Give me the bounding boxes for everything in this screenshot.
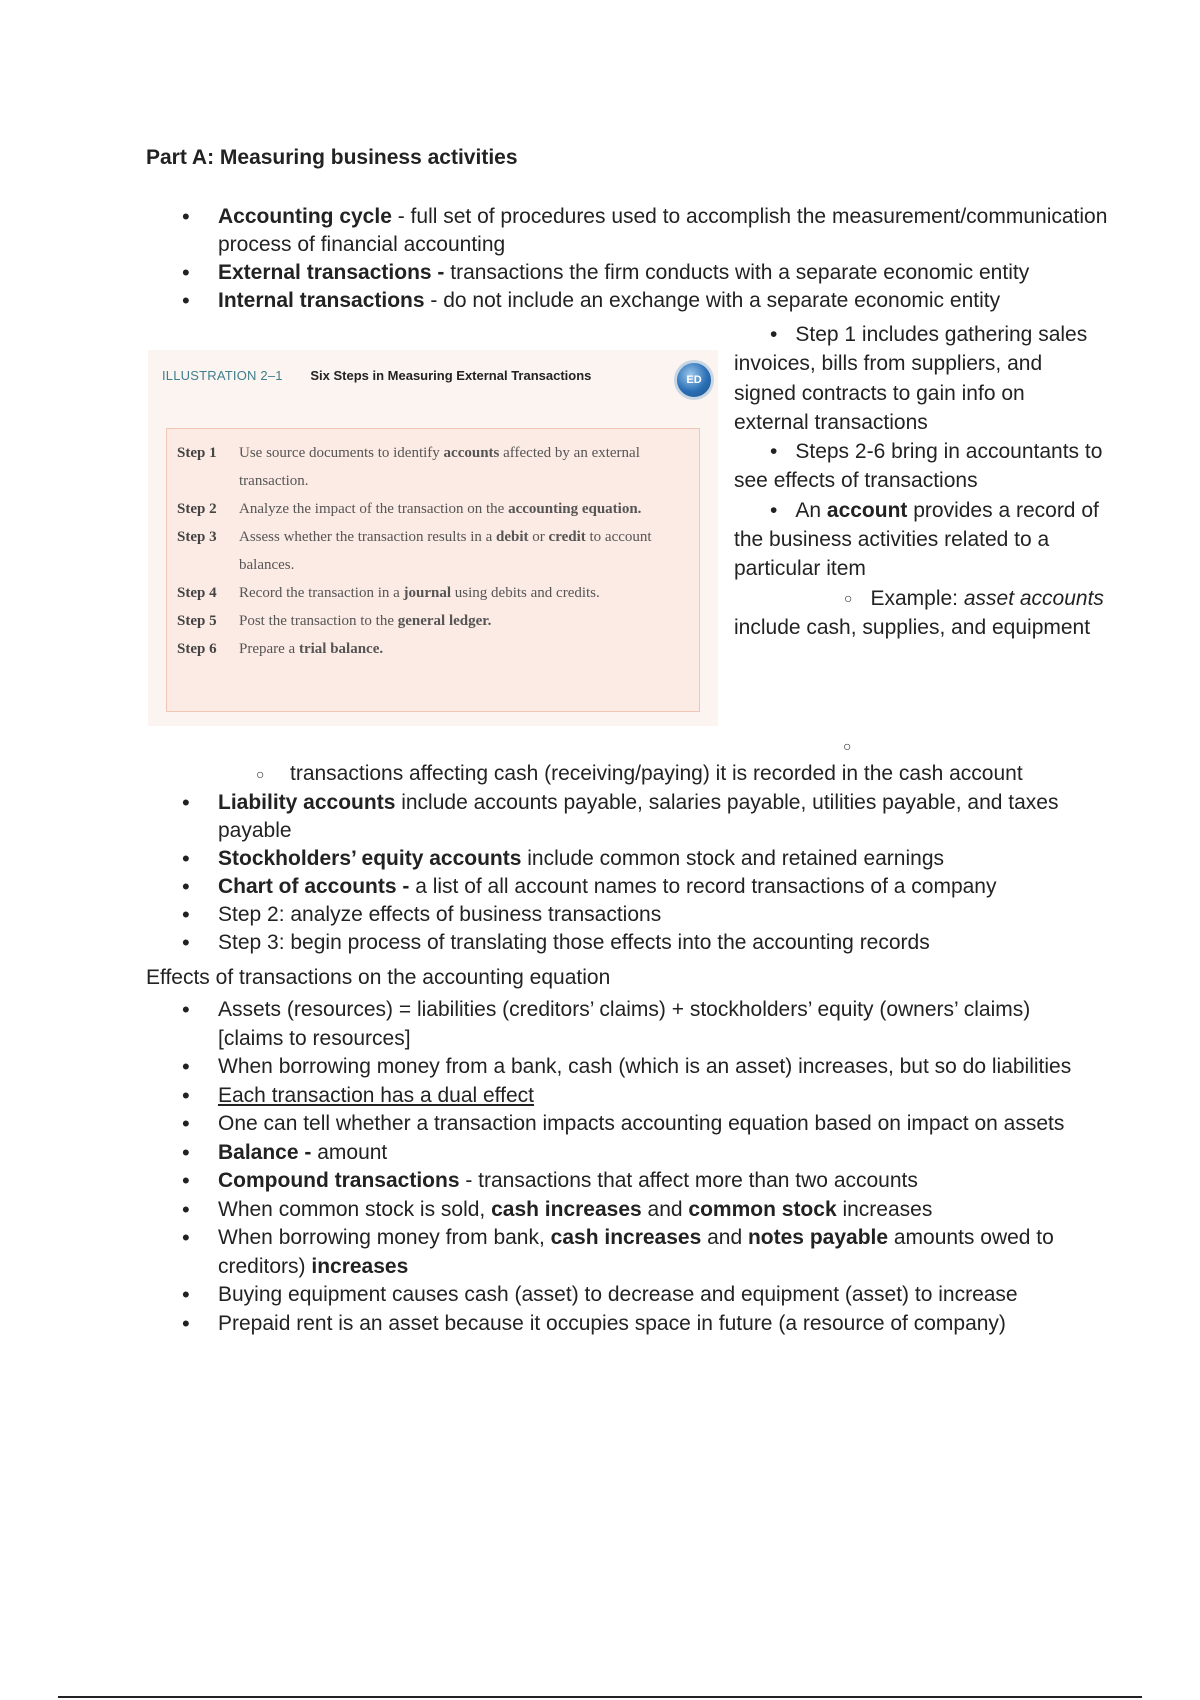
text-segment: trial balance.: [298, 641, 384, 657]
text-segment: increases: [836, 1197, 933, 1221]
text-segment: cash increases: [550, 1226, 702, 1249]
text-segment: Step 1 includes gathering sales invoices, bills from suppliers, and signed contracts to gain info on external transactions: [734, 323, 1088, 434]
list-item: [182, 1281, 1098, 1310]
bullet-marker: •: [182, 1168, 190, 1193]
bullet-marker: •: [182, 260, 190, 285]
text-segment: include common stock and retained earnings: [521, 847, 944, 870]
accounts-list: [182, 789, 1098, 957]
text-segment: Internal transactions: [218, 289, 425, 312]
step-text: [239, 579, 691, 607]
text-segment: a list of all account names to record transactions of a company: [415, 875, 997, 898]
bullet-marker: •: [770, 498, 778, 522]
list-item: [182, 929, 1098, 957]
bullet-marker: •: [182, 1196, 190, 1222]
text-segment: notes payable: [747, 1226, 889, 1249]
text-segment: or: [528, 529, 549, 545]
list-item: [182, 1053, 1098, 1082]
text-segment: include cash, supplies, and equipment: [734, 615, 1091, 639]
text-segment: Prepaid rent is an asset because it occupies space in future (a resource of company): [218, 1311, 1006, 1335]
text-segment: provides a record of the business activities related to a particular item: [734, 498, 1099, 581]
empty-sub-bullet: ○: [843, 738, 852, 754]
text-segment: Buying equipment causes cash (asset) to decrease and equipment (asset) to increase: [218, 1283, 1018, 1306]
text-segment: - transactions that affect more than two accounts: [459, 1169, 918, 1192]
text-segment: affected by an external transaction.: [239, 445, 640, 489]
bullet-marker: •: [770, 440, 778, 464]
effects-list: [182, 996, 1098, 1338]
list-item: [182, 901, 1098, 929]
ebook-badge-icon: ED: [674, 360, 714, 400]
text-segment: - do not include an exchange with a separate economic entity: [424, 289, 1001, 312]
text-segment: amounts owed to creditors): [218, 1226, 1054, 1278]
bullet-marker: •: [182, 997, 190, 1022]
list-item: [182, 845, 1098, 873]
bullet-marker: ○: [844, 589, 853, 606]
text-segment: Step 3: begin process of translating those effects into the accounting records: [218, 931, 930, 954]
text-segment: include accounts payable, salaries payable, utilities payable, and taxes payable: [218, 791, 1059, 842]
bullet-marker: •: [182, 1082, 190, 1108]
step-label: Step 2: [177, 501, 217, 517]
bullet-marker: •: [770, 323, 778, 346]
text-segment: Prepare a: [239, 641, 299, 657]
text-segment: Chart of accounts -: [218, 875, 416, 898]
step-row: [177, 607, 691, 635]
step-label: Step 6: [177, 641, 217, 657]
definitions-list: [182, 203, 1118, 315]
page-heading: Part A: Measuring business activities: [146, 146, 518, 169]
text-segment: Steps 2-6 bring in accountants to see effects of transactions: [734, 440, 1103, 493]
list-item: [182, 259, 1118, 287]
text-segment: increases: [311, 1254, 409, 1278]
text-segment: and: [701, 1226, 748, 1249]
list-item: [182, 789, 1098, 845]
list-item: [182, 1224, 1098, 1281]
step-row: [177, 523, 691, 579]
illustration-title: Six Steps in Measuring External Transactions: [310, 368, 592, 383]
text-segment: Assets (resources) = liabilities (creditors’ claims) + stockholders’ equity (owners’ claims) [claims to resources]: [218, 998, 1031, 1050]
text-segment: credit: [548, 529, 586, 545]
side-note: [734, 320, 1104, 437]
text-segment: Each transaction has a dual effect: [218, 1083, 534, 1107]
step-row: [177, 495, 691, 523]
bullet-marker: •: [182, 1054, 190, 1079]
side-notes: [734, 320, 1104, 642]
text-segment: to account balances.: [239, 529, 652, 573]
text-segment: Post the transaction to the: [239, 613, 398, 629]
text-segment: account: [826, 498, 908, 522]
text-segment: accounts: [443, 445, 500, 461]
text-segment: and: [641, 1197, 689, 1221]
illustration-number: ILLUSTRATION 2–1: [162, 368, 283, 383]
text-segment: Balance -: [218, 1140, 318, 1164]
list-item: [182, 1310, 1098, 1339]
text-segment: Compound transactions: [218, 1169, 460, 1192]
text-segment: general ledger.: [397, 613, 492, 629]
list-item: [182, 1082, 1098, 1111]
list-item: [182, 1110, 1098, 1139]
step-label: Step 1: [177, 445, 217, 461]
bullet-marker: •: [182, 790, 190, 815]
text-segment: amount: [317, 1140, 388, 1164]
list-item: [182, 1167, 1098, 1196]
bullet-marker: •: [182, 1282, 190, 1307]
illustration-header: [162, 368, 702, 398]
text-segment: using debits and credits.: [451, 585, 600, 601]
text-segment: debit: [496, 529, 529, 545]
side-note: [734, 584, 1104, 643]
text-segment: - full set of procedures used to accomplish the measurement/communication process of financial accounting: [218, 205, 1108, 256]
step-label: Step 4: [177, 585, 217, 601]
step-label: Step 3: [177, 529, 217, 545]
bullet-marker: •: [182, 204, 190, 229]
bullet-marker: •: [182, 1139, 190, 1165]
list-item: [182, 1139, 1098, 1168]
step-text: [239, 635, 691, 663]
text-segment: When borrowing money from a bank, cash (which is an asset) increases, but so do liabilities: [218, 1055, 1072, 1078]
list-item: [182, 996, 1098, 1053]
list-item: [182, 287, 1118, 315]
text-segment: Record the transaction in a: [239, 585, 404, 601]
sub-list-item: [256, 759, 1150, 788]
text-segment: asset accounts: [963, 586, 1104, 610]
step-row: [177, 579, 691, 607]
text-segment: When borrowing money from bank,: [218, 1226, 551, 1249]
bullet-marker: •: [182, 874, 190, 899]
text-segment: accounting equation.: [508, 501, 642, 517]
list-item: [182, 1196, 1098, 1225]
step-label: Step 5: [177, 613, 217, 629]
side-note: [734, 437, 1104, 496]
step-text: [239, 523, 691, 579]
steps-table: [166, 428, 700, 712]
footer-divider: [58, 1696, 1142, 1698]
step-text: [239, 495, 691, 523]
step-text: [239, 439, 691, 495]
bullet-marker: •: [182, 902, 190, 927]
text-segment: Analyze the impact of the transaction on the: [239, 501, 509, 517]
text-segment: Example:: [870, 586, 964, 610]
bullet-marker: •: [182, 1225, 190, 1250]
section-title: Effects of transactions on the accounting equation: [146, 966, 611, 989]
text-segment: transactions the firm conducts with a separate economic entity: [450, 261, 1030, 284]
sub-bullet-list: [256, 759, 1150, 788]
list-item: [182, 873, 1098, 901]
list-item: [182, 203, 1118, 259]
step-row: [177, 439, 691, 495]
text-segment: cash increases: [491, 1197, 642, 1221]
text-segment: An: [795, 498, 827, 522]
text-segment: Use source documents to identify: [239, 445, 444, 461]
text-segment: One can tell whether a transaction impacts accounting equation based on impact on assets: [218, 1112, 1065, 1135]
text-segment: When common stock is sold,: [218, 1197, 492, 1221]
text-segment: Stockholders’ equity accounts: [218, 847, 522, 870]
text-segment: External transactions -: [218, 261, 451, 284]
bullet-marker: •: [182, 1310, 190, 1336]
bullet-marker: •: [182, 930, 190, 955]
text-segment: Step 2: analyze effects of business transactions: [218, 903, 662, 926]
text-segment: transactions affecting cash (receiving/paying) it is recorded in the cash account: [290, 762, 1023, 785]
bullet-marker: ○: [256, 766, 265, 782]
illustration-figure: [148, 350, 718, 726]
text-segment: Accounting cycle: [218, 205, 392, 228]
text-segment: journal: [403, 585, 452, 601]
step-row: [177, 635, 691, 663]
bullet-marker: •: [182, 288, 190, 313]
side-note: [734, 496, 1104, 584]
text-segment: Liability accounts: [218, 791, 396, 814]
step-text: [239, 607, 691, 635]
text-segment: Assess whether the transaction results in a: [239, 529, 497, 545]
text-segment: common stock: [688, 1197, 837, 1221]
bullet-marker: •: [182, 1111, 190, 1136]
bullet-marker: •: [182, 846, 190, 871]
